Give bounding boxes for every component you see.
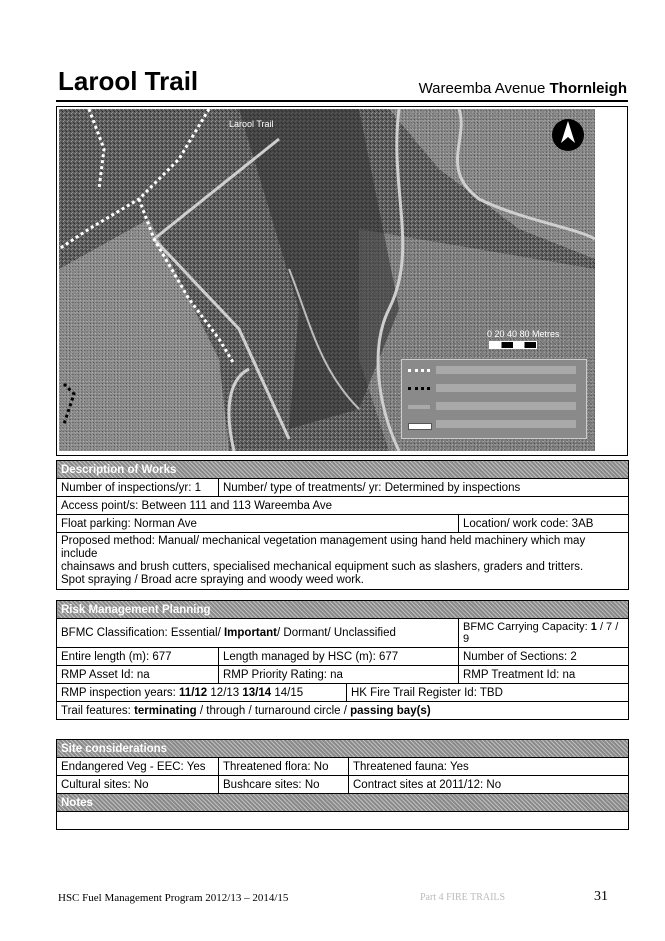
bfmc-class-text: BFMC Classification: Essential/ <box>61 627 224 639</box>
capacity-text: BFMC Carrying Capacity: <box>463 621 591 633</box>
risk-table <box>56 600 629 720</box>
legend-item <box>408 420 578 430</box>
proposed-method-cell <box>57 533 629 590</box>
legend-swatch <box>408 369 430 372</box>
length-managed-cell: Length managed by HSC (m): 677 <box>219 648 459 666</box>
works-table <box>56 460 629 590</box>
method-line: chainsaws and brush cutters, specialised mechanical equipment such as slashers, graders and tritters. <box>61 561 584 573</box>
legend-text <box>436 384 576 392</box>
legend-swatch <box>408 405 430 409</box>
legend-swatch <box>408 387 430 390</box>
legend-text <box>436 420 576 428</box>
legend-item <box>408 402 578 412</box>
risk-header: Risk Management Planning <box>57 601 629 619</box>
site-table <box>56 739 629 830</box>
map-frame <box>56 106 628 456</box>
entire-length-cell: Entire length (m): 677 <box>57 648 219 666</box>
map-scale-text: 0 20 40 80 Metres <box>487 329 560 339</box>
legend-text <box>436 366 576 374</box>
notes-cell <box>57 812 629 830</box>
bfmc-capacity-cell <box>459 619 629 648</box>
location-street: Wareemba Avenue <box>418 80 546 97</box>
map-trail-label: Larool Trail <box>229 119 274 129</box>
feature-selected: passing bay(s) <box>350 704 431 717</box>
treatment-id-cell: RMP Treatment Id: na <box>459 666 629 684</box>
title-rule <box>56 100 628 102</box>
method-line: Spot spraying / Broad acre spraying and woody weed work. <box>61 574 364 586</box>
float-parking-cell: Float parking: Norman Ave <box>57 515 459 533</box>
features-text: Trail features: <box>61 704 135 717</box>
insp-year: 14/15 <box>271 686 304 699</box>
bfmc-class-selected: Important <box>223 627 277 639</box>
asset-id-cell: RMP Asset Id: na <box>57 666 219 684</box>
site-header: Site considerations <box>57 740 629 758</box>
cultural-sites-cell: Cultural sites: No <box>57 776 219 794</box>
legend-item <box>408 366 578 376</box>
eec-cell: Endangered Veg - EEC: Yes <box>57 758 219 776</box>
footer-program: HSC Fuel Management Program 2012/13 – 2014/15 <box>58 892 289 904</box>
north-arrow-icon <box>551 115 585 155</box>
location-code-cell: Location/ work code: 3AB <box>459 515 629 533</box>
works-header: Description of Works <box>57 461 629 479</box>
map-scale-bar <box>489 341 537 349</box>
bfmc-class-text: / Dormant/ Unclassified <box>277 627 396 639</box>
page-title: Larool Trail <box>58 66 199 96</box>
contract-sites-cell: Contract sites at 2011/12: No <box>349 776 629 794</box>
method-line: Proposed method: Manual/ mechanical vegetation management using hand held machinery which may include <box>61 535 586 560</box>
insp-text: RMP inspection years: <box>61 686 180 699</box>
capacity-text: / 7 / 9 <box>463 621 619 645</box>
insp-year: 12/13 <box>207 686 243 699</box>
map-legend <box>401 359 587 439</box>
bushcare-sites-cell: Bushcare sites: No <box>219 776 349 794</box>
capacity-selected: 1 <box>590 621 597 633</box>
footer-section: Part 4 FIRE TRAILS <box>420 892 506 903</box>
aerial-map <box>59 109 595 451</box>
legend-text <box>436 402 576 410</box>
inspections-cell: Number of inspections/yr: 1 <box>57 479 219 497</box>
insp-year-selected: 11/12 <box>179 686 208 699</box>
feature-selected: terminating <box>134 704 197 717</box>
priority-rating-cell: RMP Priority Rating: na <box>219 666 459 684</box>
inspection-years-cell <box>57 684 347 702</box>
trail-features-cell <box>57 702 629 720</box>
threatened-fauna-cell: Threatened fauna: Yes <box>349 758 629 776</box>
threatened-flora-cell: Threatened flora: No <box>219 758 349 776</box>
location-heading <box>419 80 627 97</box>
page-number: 31 <box>594 889 608 904</box>
legend-swatch <box>408 423 432 430</box>
fire-trail-register-cell: HK Fire Trail Register Id: TBD <box>347 684 629 702</box>
features-text: / through / turnaround circle / <box>196 704 351 717</box>
treatments-cell: Number/ type of treatments/ yr: Determined by inspections <box>219 479 629 497</box>
location-suburb: Thornleigh <box>549 80 627 97</box>
bfmc-classification-cell <box>57 619 459 648</box>
sections-count-cell: Number of Sections: 2 <box>459 648 629 666</box>
access-cell: Access point/s: Between 111 and 113 Wareemba Ave <box>57 497 629 515</box>
legend-item <box>408 384 578 394</box>
notes-header: Notes <box>57 794 629 812</box>
insp-year-selected: 13/14 <box>242 686 272 699</box>
